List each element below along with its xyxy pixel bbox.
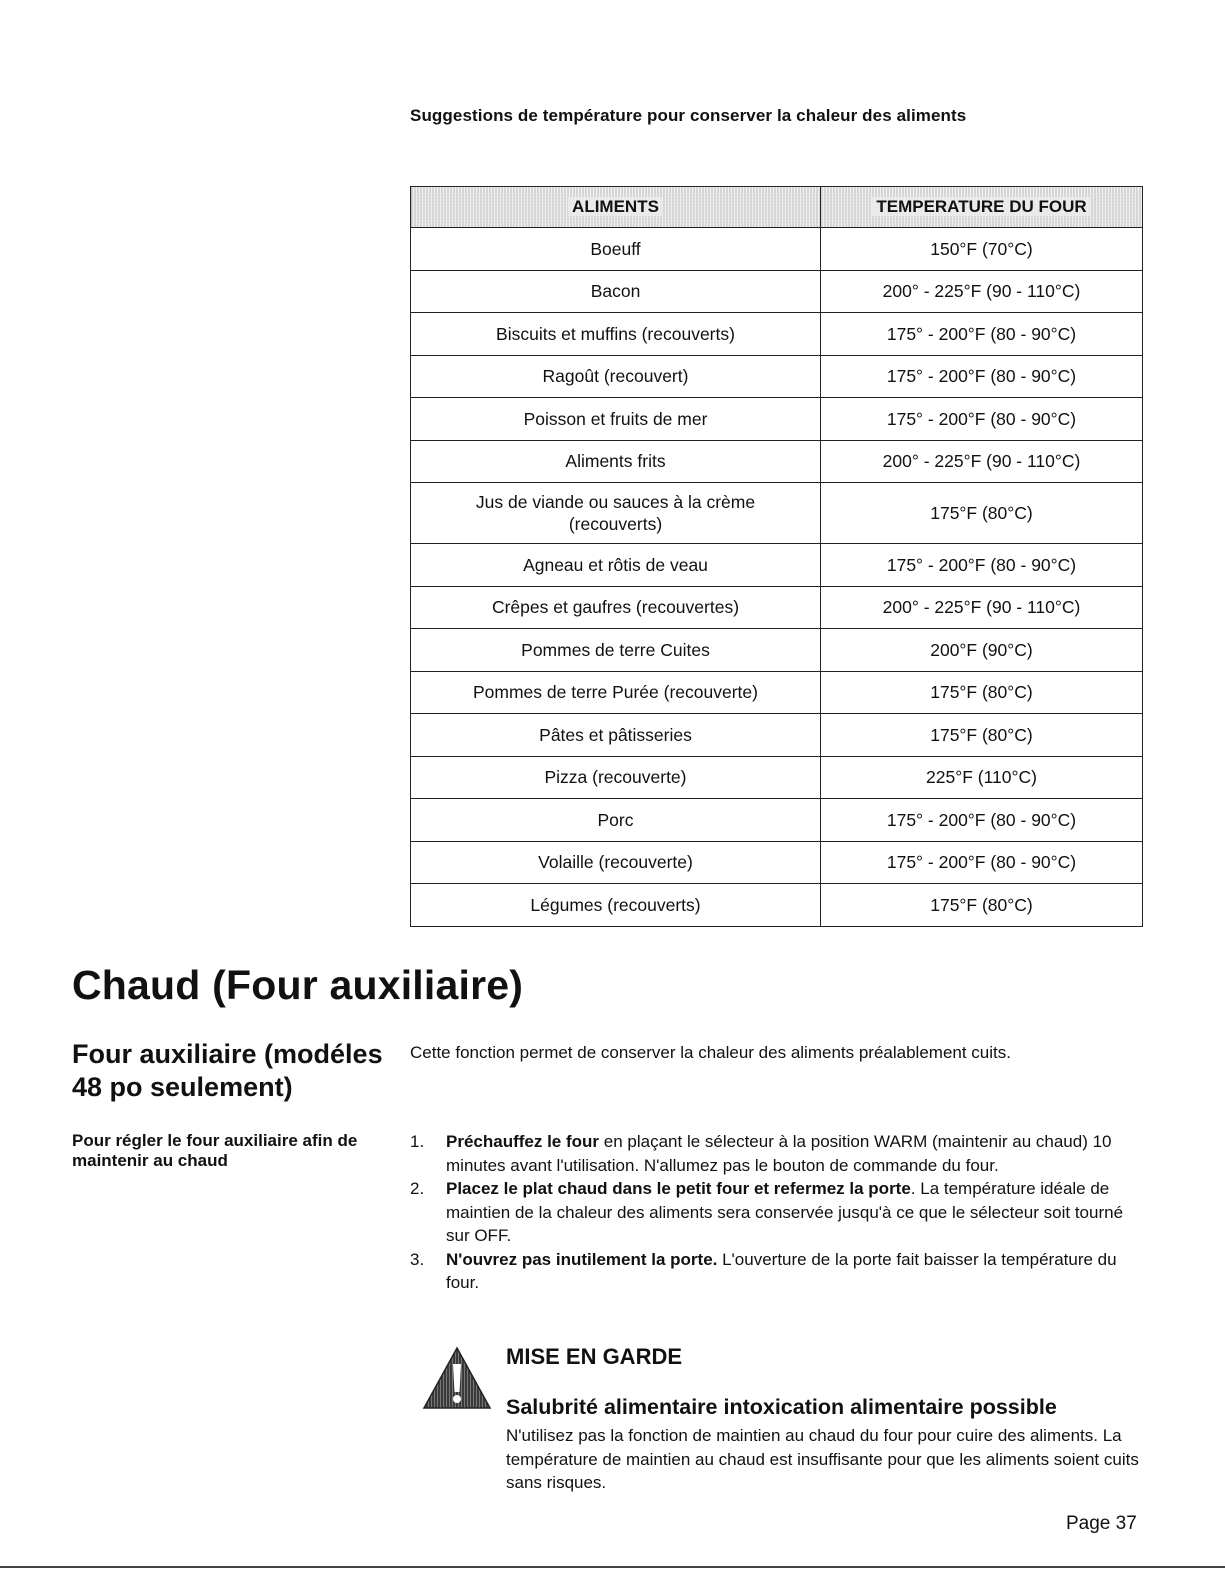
temp-cell: 150°F (70°C) xyxy=(821,228,1143,271)
step-bold-text: Placez le plat chaud dans le petit four et refermez la porte xyxy=(446,1179,911,1198)
table-row xyxy=(411,756,1143,799)
table-row xyxy=(411,228,1143,271)
temp-cell: 175°F (80°C) xyxy=(821,884,1143,927)
table-row xyxy=(411,270,1143,313)
step-text: en plaçant le sélecteur à la position WARM (maintenir au chaud) 10 minutes avant l'utilisation. N'allumez pas le bouton de commande du four. xyxy=(446,1132,1112,1175)
temp-cell: 175° - 200°F (80 - 90°C) xyxy=(821,544,1143,587)
step-item xyxy=(410,1130,1140,1177)
step-number: 3. xyxy=(410,1249,425,1269)
section-title: Chaud (Four auxiliaire) xyxy=(72,962,524,1008)
temp-cell: 175° - 200°F (80 - 90°C) xyxy=(821,313,1143,356)
food-cell: Ragoût (recouvert) xyxy=(411,355,821,398)
temp-cell: 175°F (80°C) xyxy=(821,671,1143,714)
food-cell: Aliments frits xyxy=(411,440,821,483)
step-bold-text: N'ouvrez pas inutilement la porte. xyxy=(446,1249,718,1269)
table-row xyxy=(411,799,1143,842)
table-row xyxy=(411,629,1143,672)
temp-cell: 175°F (80°C) xyxy=(821,714,1143,757)
temp-cell: 175° - 200°F (80 - 90°C) xyxy=(821,841,1143,884)
table-row xyxy=(411,586,1143,629)
step-number: 1. xyxy=(410,1132,425,1151)
temp-cell: 225°F (110°C) xyxy=(821,756,1143,799)
table-row xyxy=(411,355,1143,398)
food-cell: Légumes (recouverts) xyxy=(411,884,821,927)
warning-subtitle: Salubrité alimentaire intoxication alimentaire possible xyxy=(506,1395,1057,1419)
warning-triangle-icon xyxy=(422,1346,492,1410)
warning-body: N'utilisez pas la fonction de maintien au chaud du four pour cuire des aliments. La température de maintien au chaud est insuffisante pour que les aliments soient cuits sans risques. xyxy=(506,1426,1139,1492)
table-row xyxy=(411,398,1143,441)
temp-cell: 175° - 200°F (80 - 90°C) xyxy=(821,398,1143,441)
temp-cell: 175° - 200°F (80 - 90°C) xyxy=(821,355,1143,398)
step-number: 2. xyxy=(410,1179,425,1198)
food-cell: Pizza (recouverte) xyxy=(411,756,821,799)
food-cell: Porc xyxy=(411,799,821,842)
table-title: Suggestions de température pour conserver la chaleur des aliments xyxy=(410,106,967,125)
food-cell: Agneau et rôtis de veau xyxy=(411,544,821,587)
temp-cell: 200° - 225°F (90 - 110°C) xyxy=(821,270,1143,313)
bottom-divider xyxy=(0,1566,1225,1568)
step-item xyxy=(410,1177,1140,1248)
food-cell: Crêpes et gaufres (recouvertes) xyxy=(411,586,821,629)
table-row xyxy=(411,313,1143,356)
temperature-table xyxy=(410,186,1143,927)
temp-cell: 175° - 200°F (80 - 90°C) xyxy=(821,799,1143,842)
table-row xyxy=(411,884,1143,927)
table-row xyxy=(411,544,1143,587)
header-aliments: ALIMENTS xyxy=(411,187,821,228)
temp-cell: 175°F (80°C) xyxy=(821,483,1143,544)
header-temperature: TEMPERATURE DU FOUR xyxy=(821,187,1143,228)
temp-cell: 200°F (90°C) xyxy=(821,629,1143,672)
intro-text: Cette fonction permet de conserver la chaleur des aliments préalablement cuits. xyxy=(410,1043,1011,1062)
step-bold-text: Préchauffez le four xyxy=(446,1132,600,1151)
food-cell: Poisson et fruits de mer xyxy=(411,398,821,441)
page-number: Page 37 xyxy=(1066,1513,1137,1534)
step-item xyxy=(410,1248,1140,1295)
side-label: Pour régler le four auxiliaire afin de maintenir au chaud xyxy=(72,1131,358,1170)
table-row xyxy=(411,714,1143,757)
food-cell: Volaille (recouverte) xyxy=(411,841,821,884)
section-subtitle: Four auxiliaire (modéles 48 po seulement) xyxy=(72,1039,383,1102)
food-cell: Bacon xyxy=(411,270,821,313)
food-cell: Biscuits et muffins (recouverts) xyxy=(411,313,821,356)
table-row xyxy=(411,671,1143,714)
table-header-row xyxy=(411,187,1143,228)
food-cell: Pâtes et pâtisseries xyxy=(411,714,821,757)
table-row xyxy=(411,440,1143,483)
food-cell: Pommes de terre Purée (recouverte) xyxy=(411,671,821,714)
step-text: . La température idéale de maintien de la chaleur des aliments sera conservée jusqu'à ce que le sélecteur soit tourné sur OFF. xyxy=(446,1179,1124,1245)
food-cell: Jus de viande ou sauces à la crème (recouverts) xyxy=(411,483,821,544)
temp-cell: 200° - 225°F (90 - 110°C) xyxy=(821,440,1143,483)
temp-cell: 200° - 225°F (90 - 110°C) xyxy=(821,586,1143,629)
food-cell: Pommes de terre Cuites xyxy=(411,629,821,672)
food-cell: Boeuff xyxy=(411,228,821,271)
table-row xyxy=(411,841,1143,884)
table-row xyxy=(411,483,1143,544)
warning-title: MISE EN GARDE xyxy=(506,1344,683,1369)
steps-list xyxy=(410,1130,1140,1295)
step-text: L'ouverture de la porte fait baisser la température du four. xyxy=(446,1249,1117,1292)
